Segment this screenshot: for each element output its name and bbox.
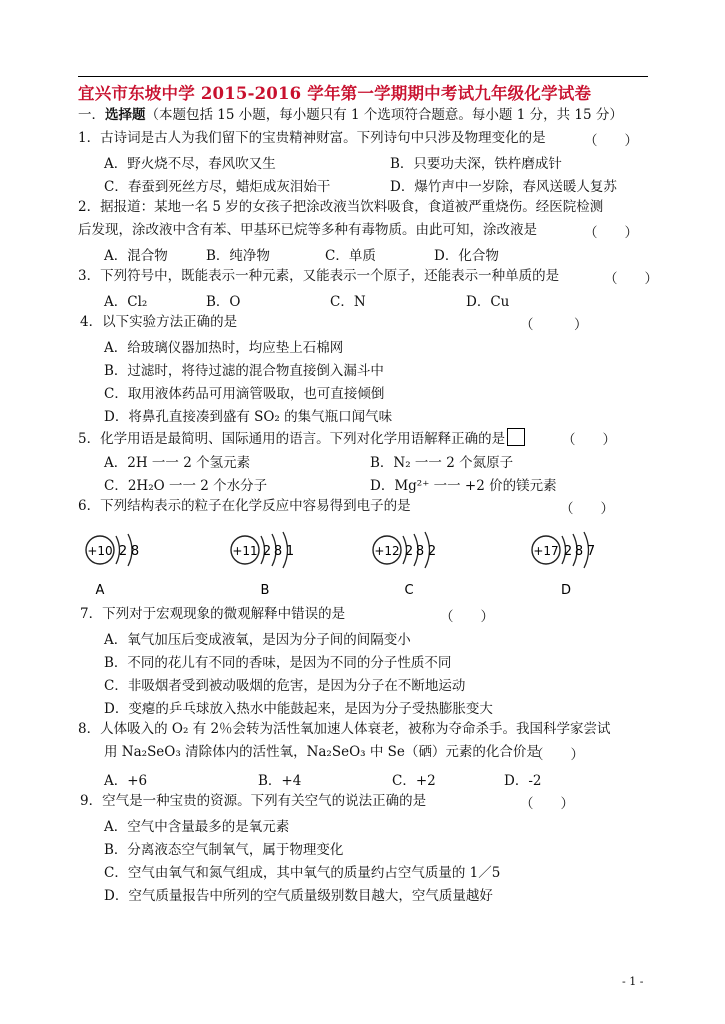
q8-option-c[interactable]: C．+2 — [392, 773, 436, 789]
atom-c-label: C — [404, 583, 414, 598]
q2-option-b[interactable]: B．纯净物 — [206, 248, 270, 264]
q1-option-a[interactable]: A．野火烧不尽，春风吹又生 — [104, 156, 276, 172]
answer-blank-9[interactable]: （ ） — [520, 796, 574, 812]
q4-option-d[interactable]: D．将鼻孔直接凑到盛有 SO₂ 的集气瓶口闻气味 — [104, 409, 393, 425]
q2-option-d[interactable]: D．化合物 — [434, 248, 499, 264]
q8-option-b[interactable]: B．+4 — [258, 773, 302, 789]
atom-c-nucleus: +12 — [374, 544, 400, 558]
section-header — [78, 106, 623, 124]
page-number: - 1 - — [622, 975, 644, 988]
atom-b-nucleus: +11 — [232, 544, 258, 558]
q7-option-a[interactable]: A．氧气加压后变成液氧，是因为分子间的间隔变小 — [104, 632, 411, 648]
q4-option-a[interactable]: A．给玻璃仪器加热时，均应垫上石棉网 — [104, 340, 344, 356]
q5-option-b[interactable]: B．N₂ 一一 2 个氮原子 — [370, 455, 514, 471]
answer-blank-4[interactable]: （ ） — [520, 317, 588, 333]
question-3-stem: 3．下列符号中，既能表示一种元素，又能表示一个原子，还能表示一种单质的是 — [78, 268, 560, 284]
atom-d-label: D — [560, 583, 572, 598]
atom-c-shell-3: 2 — [427, 544, 437, 559]
q5-option-d[interactable]: D．Mg²⁺ 一一 +2 价的镁元素 — [370, 478, 557, 494]
atom-diagram-a[interactable] — [86, 534, 139, 598]
atom-a-shell-2: 8 — [130, 544, 140, 559]
q2-option-a[interactable]: A．混合物 — [104, 248, 168, 264]
q3-option-b[interactable]: B．O — [206, 294, 241, 310]
q3-option-d[interactable]: D．Cu — [466, 294, 510, 310]
q1-option-c[interactable]: C．春蚕到死丝方尽，蜡炬成灰泪始干 — [104, 179, 331, 195]
question-4-stem: 4．以下实验方法正确的是 — [80, 314, 238, 330]
atom-d-shell-3: 7 — [586, 544, 596, 559]
atom-a-nucleus: +10 — [87, 544, 113, 558]
atom-diagram-d[interactable] — [532, 532, 595, 598]
exam-title: 宜兴市东坡中学 2015-2016 学年第一学期期中考试九年级化学试卷 — [78, 84, 592, 103]
q7-option-d[interactable]: D．变瘪的乒乓球放入热水中能鼓起来，是因为分子受热膨胀变大 — [104, 701, 493, 717]
atom-b-shell-1: 2 — [262, 544, 272, 559]
question-5-stem-text: 5．化学用语是最简明、国际通用的语言。下列对化学用语解释正确的是 — [78, 431, 506, 447]
question-8-stem-line-1: 8．人体吸入的 O₂ 有 2％会转为活性氧加速人体衰老，被称为夺命杀手。我国科学家尝试 — [78, 721, 611, 737]
q5-option-a[interactable]: A．2H 一一 2 个氢元素 — [104, 455, 251, 471]
q8-option-a[interactable]: A．+6 — [104, 773, 148, 789]
q2-option-c[interactable]: C．单质 — [325, 248, 376, 264]
q3-option-a[interactable]: A．Cl₂ — [104, 294, 148, 310]
q5-option-c[interactable]: C．2H₂O 一一 2 个水分子 — [104, 478, 268, 494]
header-rule — [78, 76, 648, 77]
section-number: 一． — [78, 107, 105, 123]
q1-option-b[interactable]: B．只要功夫深，铁杵磨成针 — [390, 156, 562, 172]
q7-option-c[interactable]: C．非吸烟者受到被动吸烟的危害，是因为分子在不断地运动 — [104, 678, 466, 694]
atom-d-nucleus: +17 — [533, 544, 559, 558]
question-8-stem-line-2: 用 Na₂SeO₃ 清除体内的活性氧，Na₂SeO₃ 中 Se（硒）元素的化合价是 — [104, 744, 540, 760]
q1-option-d[interactable]: D．爆竹声中一岁除，春风送暖人复苏 — [390, 179, 617, 195]
atom-b-shell-2: 8 — [273, 544, 283, 559]
atom-b-label: B — [260, 583, 270, 598]
section-name: 选择题 — [105, 107, 146, 123]
q9-option-b[interactable]: B．分离液态空气制氧气，属于物理变化 — [104, 842, 344, 858]
atom-c-shell-2: 8 — [415, 544, 425, 559]
answer-blank-3[interactable]: （ ） — [604, 271, 658, 287]
q3-option-c[interactable]: C．N — [330, 294, 366, 310]
atom-structure-diagrams — [0, 520, 725, 605]
question-7-stem: 7．下列对于宏观现象的微观解释中错误的是 — [80, 606, 346, 622]
atom-a-shell-1: 2 — [118, 544, 128, 559]
question-2-stem-line-1: 2．据报道：某地一名 5 岁的女孩子把涂改液当饮料吸食，食道被严重烧伤。经医院检测 — [78, 199, 604, 215]
atom-b-shell-3: 1 — [285, 544, 295, 559]
question-6-stem: 6．下列结构表示的粒子在化学反应中容易得到电子的是 — [78, 498, 411, 514]
answer-blank-2[interactable]: （ ） — [584, 225, 638, 241]
atom-d-shell-1: 2 — [563, 544, 573, 559]
question-5-stem — [78, 428, 525, 448]
answer-blank-7[interactable]: （ ） — [440, 609, 494, 625]
q9-option-d[interactable]: D．空气质量报告中所列的空气质量级别数目越大，空气质量越好 — [104, 888, 493, 904]
question-1-stem: 1．古诗词是古人为我们留下的宝贵精神财富。下列诗句中只涉及物理变化的是 — [78, 130, 546, 146]
q4-option-b[interactable]: B．过滤时，将待过滤的混合物直接倒入漏斗中 — [104, 363, 384, 379]
atom-c-shell-1: 2 — [404, 544, 414, 559]
q7-option-b[interactable]: B．不同的花儿有不同的香味，是因为不同的分子性质不同 — [104, 655, 452, 671]
answer-blank-1[interactable]: （ ） — [584, 133, 638, 149]
answer-blank-5[interactable]: （ ） — [562, 432, 616, 448]
atom-diagram-b[interactable] — [231, 532, 294, 598]
atom-diagram-c[interactable] — [373, 532, 436, 598]
answer-blank-6[interactable]: （ ） — [560, 501, 614, 517]
q9-option-a[interactable]: A．空气中含量最多的是氧元素 — [104, 819, 290, 835]
q8-option-d[interactable]: D．-2 — [504, 773, 542, 789]
section-desc: （本题包括 15 小题，每小题只有 1 个选项符合题意。每小题 1 分，共 15 分） — [145, 107, 623, 123]
atom-d-shell-2: 8 — [574, 544, 584, 559]
q9-option-c[interactable]: C．空气由氧气和氮气组成，其中氧气的质量约占空气质量的 1／5 — [104, 865, 501, 881]
checkbox-icon[interactable] — [507, 428, 525, 446]
question-2-stem-line-2: 后发现，涂改液中含有苯、甲基环已烷等多种有毒物质。由此可知，涂改液是 — [78, 222, 537, 238]
q4-option-c[interactable]: C．取用液体药品可用滴管吸取，也可直接倾倒 — [104, 386, 385, 402]
question-9-stem: 9．空气是一种宝贵的资源。下列有关空气的说法正确的是 — [80, 793, 427, 809]
answer-blank-8[interactable]: （ ） — [530, 747, 584, 763]
atom-a-label: A — [95, 583, 105, 598]
